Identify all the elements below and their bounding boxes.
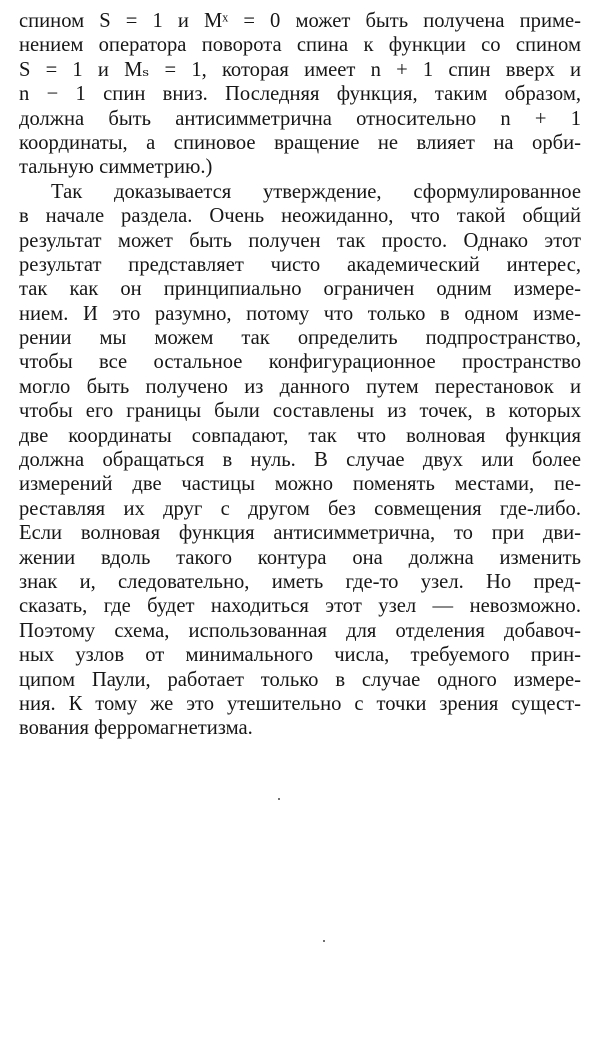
text-line: могло быть получено из данного путем перестановок и	[19, 375, 581, 398]
text-line: чтобы его границы были составлены из точек, в которых	[19, 400, 581, 423]
text-line: ципом Паули, работает только в случае одного измере-	[19, 668, 581, 691]
text-line: должна обращаться в нуль. В случае двух или более	[19, 449, 581, 472]
text-line: нением оператора поворота спина к функции со спином	[19, 34, 581, 57]
text-line: результат представляет чисто академический интерес,	[19, 253, 581, 276]
text-line: Так доказывается утверждение, сформулированное	[51, 180, 581, 203]
text-line: в начале раздела. Очень неожиданно, что такой общий	[19, 205, 581, 228]
text-line: так как он принципиально ограничен одним измере-	[19, 278, 581, 301]
body-text	[19, 9, 581, 741]
text-line: Поэтому схема, использованная для отделения добавоч-	[19, 619, 581, 642]
text-line: результат может быть получен так просто. Однако этот	[19, 229, 581, 252]
text-line: Если волновая функция антисимметрична, то при дви-	[19, 522, 581, 545]
text-line: ных узлов от минимального числа, требуемого прин-	[19, 644, 581, 667]
text-line: нием. И это разумно, потому что только в одном изме-	[19, 302, 581, 325]
text-line: жении вдоль такого контура она должна изменить	[19, 546, 581, 569]
text-line: координаты, а спиновое вращение не влияет на орби-	[19, 131, 581, 154]
text-line: ния. К тому же это утешительно с точки зрения сущест-	[19, 692, 581, 715]
print-speck	[323, 940, 325, 942]
paragraph-2	[19, 180, 581, 741]
text-line: n − 1 спин вниз. Последняя функция, таким образом,	[19, 83, 581, 106]
paragraph-1	[19, 9, 581, 180]
text-line: тальную симметрию.)	[19, 156, 213, 179]
text-line: знак и, следовательно, иметь где-то узел. Но пред-	[19, 570, 581, 593]
text-line: две координаты совпадают, так что волновая функция	[19, 424, 581, 447]
text-line: рении мы можем так определить подпространство,	[19, 327, 581, 350]
text-line: должна быть антисимметрична относительно n + 1	[19, 107, 581, 130]
text-line: спином S = 1 и Mˣ = 0 может быть получена приме-	[19, 10, 581, 32]
text-line: S = 1 и Mₛ = 1, которая имеет n + 1 спин вверх и	[19, 58, 581, 81]
text-line: чтобы все остальное конфигурационное пространство	[19, 351, 581, 374]
text-line: вования ферромагнетизма.	[19, 717, 253, 740]
print-speck	[278, 798, 280, 800]
text-line: измерений две частицы можно поменять местами, пе-	[19, 473, 581, 496]
text-line: реставляя их друг с другом без совмещения где-либо.	[19, 497, 581, 520]
text-line: сказать, где будет находиться этот узел — невозможно.	[19, 595, 581, 618]
